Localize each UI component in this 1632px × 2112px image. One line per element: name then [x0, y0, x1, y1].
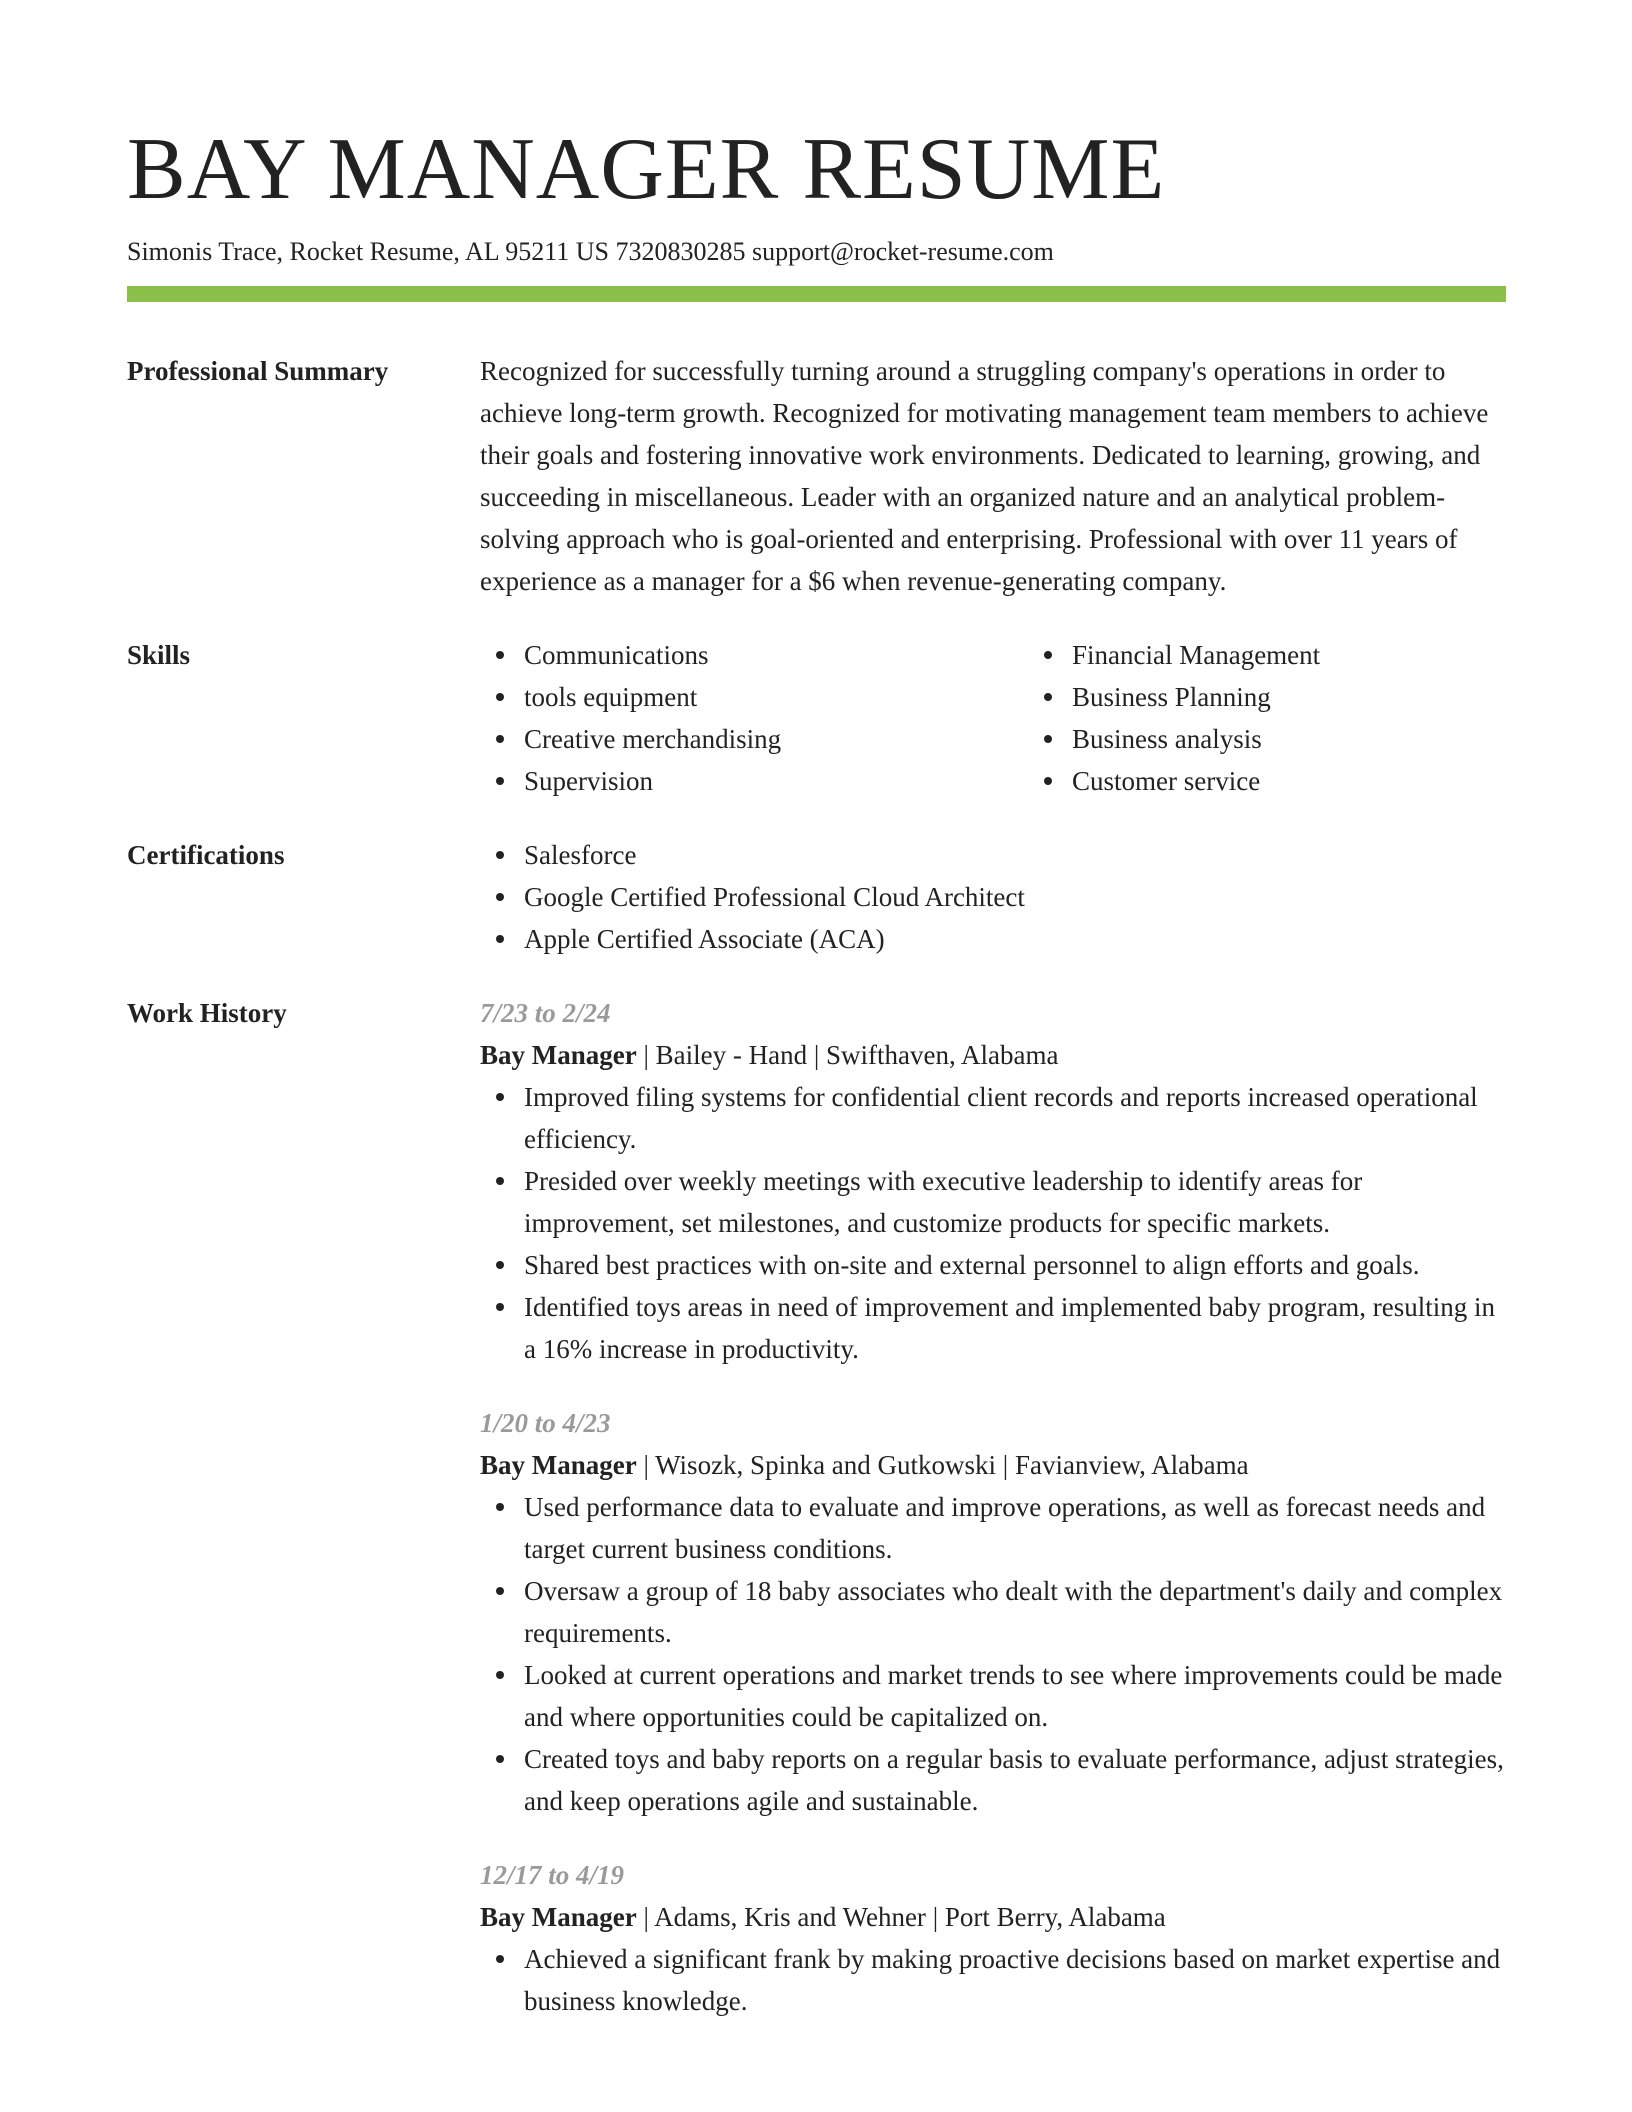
job-dates: 7/23 to 2/24: [480, 998, 611, 1028]
job-bullet: Improved filing systems for confidential client records and reports increased operational efficiency.: [524, 1076, 1506, 1160]
skill-item: tools equipment: [524, 676, 1028, 718]
contact-line: [127, 234, 1506, 270]
job-title: Bay Manager: [480, 1450, 637, 1480]
job-company: | Adams, Kris and Wehner: [637, 1902, 926, 1932]
resume-title: BAY MANAGER RESUME: [127, 121, 1166, 218]
job-location: | Swifthaven, Alabama: [807, 1040, 1058, 1070]
certifications-list: [480, 834, 1506, 960]
skill-item: Business analysis: [1072, 718, 1576, 760]
skill-item: Creative merchandising: [524, 718, 1028, 760]
job-bullets: [480, 1938, 1506, 2022]
skill-item: Financial Management: [1072, 634, 1576, 676]
job-dates: 1/20 to 4/23: [480, 1408, 611, 1438]
contact-email[interactable]: support@rocket-resume.com: [751, 237, 1054, 266]
job-bullet: Used performance data to evaluate and improve operations, as well as forecast needs and target current business conditions.: [524, 1486, 1506, 1570]
work-history-body: [480, 992, 1506, 2022]
job-heading: [480, 1444, 1506, 1486]
job-bullet: Oversaw a group of 18 baby associates who dealt with the department's daily and complex requirements.: [524, 1570, 1506, 1654]
section-title-certifications: Certifications: [127, 840, 285, 870]
work-history-section: [127, 992, 1506, 2022]
summary-section: [127, 350, 1506, 602]
certification-item: Apple Certified Associate (ACA): [524, 918, 1506, 960]
job-dates: 12/17 to 4/19: [480, 1860, 625, 1890]
job-bullet: Achieved a significant frank by making proactive decisions based on market expertise and business knowledge.: [524, 1938, 1506, 2022]
resume-header: [127, 118, 1506, 302]
skill-item: Customer service: [1072, 760, 1576, 802]
job-title: Bay Manager: [480, 1902, 637, 1932]
skill-item: Business Planning: [1072, 676, 1576, 718]
certifications-body: [480, 834, 1506, 960]
section-title-summary: Professional Summary: [127, 356, 389, 386]
job-entry: [480, 1854, 1506, 2022]
job-bullet: Shared best practices with on-site and external personnel to align efforts and goals.: [524, 1244, 1506, 1286]
certification-item: Salesforce: [524, 834, 1506, 876]
summary-text: Recognized for successfully turning around a struggling company's operations in order to achieve long-term growth. Recognized for motivating management team members to achieve their goals and fostering innovative work environments. Dedicated to learning, growing, and succeeding in miscellaneous. Leader with an organized nature and an analytical problem-solving approach who is goal-oriented and enterprising. Professional with over 11 years of experience as a manager for a $6 when revenue-generating company.: [480, 356, 1489, 596]
job-bullet: Created toys and baby reports on a regular basis to evaluate performance, adjust strategies, and keep operations agile and sustainable.: [524, 1738, 1506, 1822]
skills-column-left: [480, 634, 1028, 802]
contact-address: Simonis Trace, Rocket Resume, AL 95211 US: [127, 237, 609, 266]
summary-body: [480, 350, 1506, 602]
skill-item: Communications: [524, 634, 1028, 676]
job-heading: [480, 1896, 1506, 1938]
job-bullets: [480, 1486, 1506, 1822]
header-divider: [127, 286, 1506, 302]
skills-column-right: [1028, 634, 1576, 802]
job-entry: [480, 1402, 1506, 1822]
certifications-section: [127, 834, 1506, 960]
job-company: | Bailey - Hand: [637, 1040, 807, 1070]
job-location: | Port Berry, Alabama: [926, 1902, 1166, 1932]
job-bullet: Looked at current operations and market trends to see where improvements could be made and where opportunities could be capitalized on.: [524, 1654, 1506, 1738]
job-bullets: [480, 1076, 1506, 1370]
skills-grid: [480, 634, 1576, 802]
job-location: | Favianview, Alabama: [996, 1450, 1249, 1480]
job-bullet: Presided over weekly meetings with executive leadership to identify areas for improvement, set milestones, and customize products for specific markets.: [524, 1160, 1506, 1244]
contact-phone: 7320830285: [615, 237, 746, 266]
job-bullet: Identified toys areas in need of improvement and implemented baby program, resulting in a 16% increase in productivity.: [524, 1286, 1506, 1370]
section-title-work-history: Work History: [127, 998, 287, 1028]
job-company: | Wisozk, Spinka and Gutkowski: [637, 1450, 996, 1480]
section-title-skills: Skills: [127, 640, 191, 670]
skills-section: [127, 634, 1506, 802]
skill-item: Supervision: [524, 760, 1028, 802]
certification-item: Google Certified Professional Cloud Architect: [524, 876, 1506, 918]
job-entry: [480, 992, 1506, 1370]
job-heading: [480, 1034, 1506, 1076]
job-title: Bay Manager: [480, 1040, 637, 1070]
